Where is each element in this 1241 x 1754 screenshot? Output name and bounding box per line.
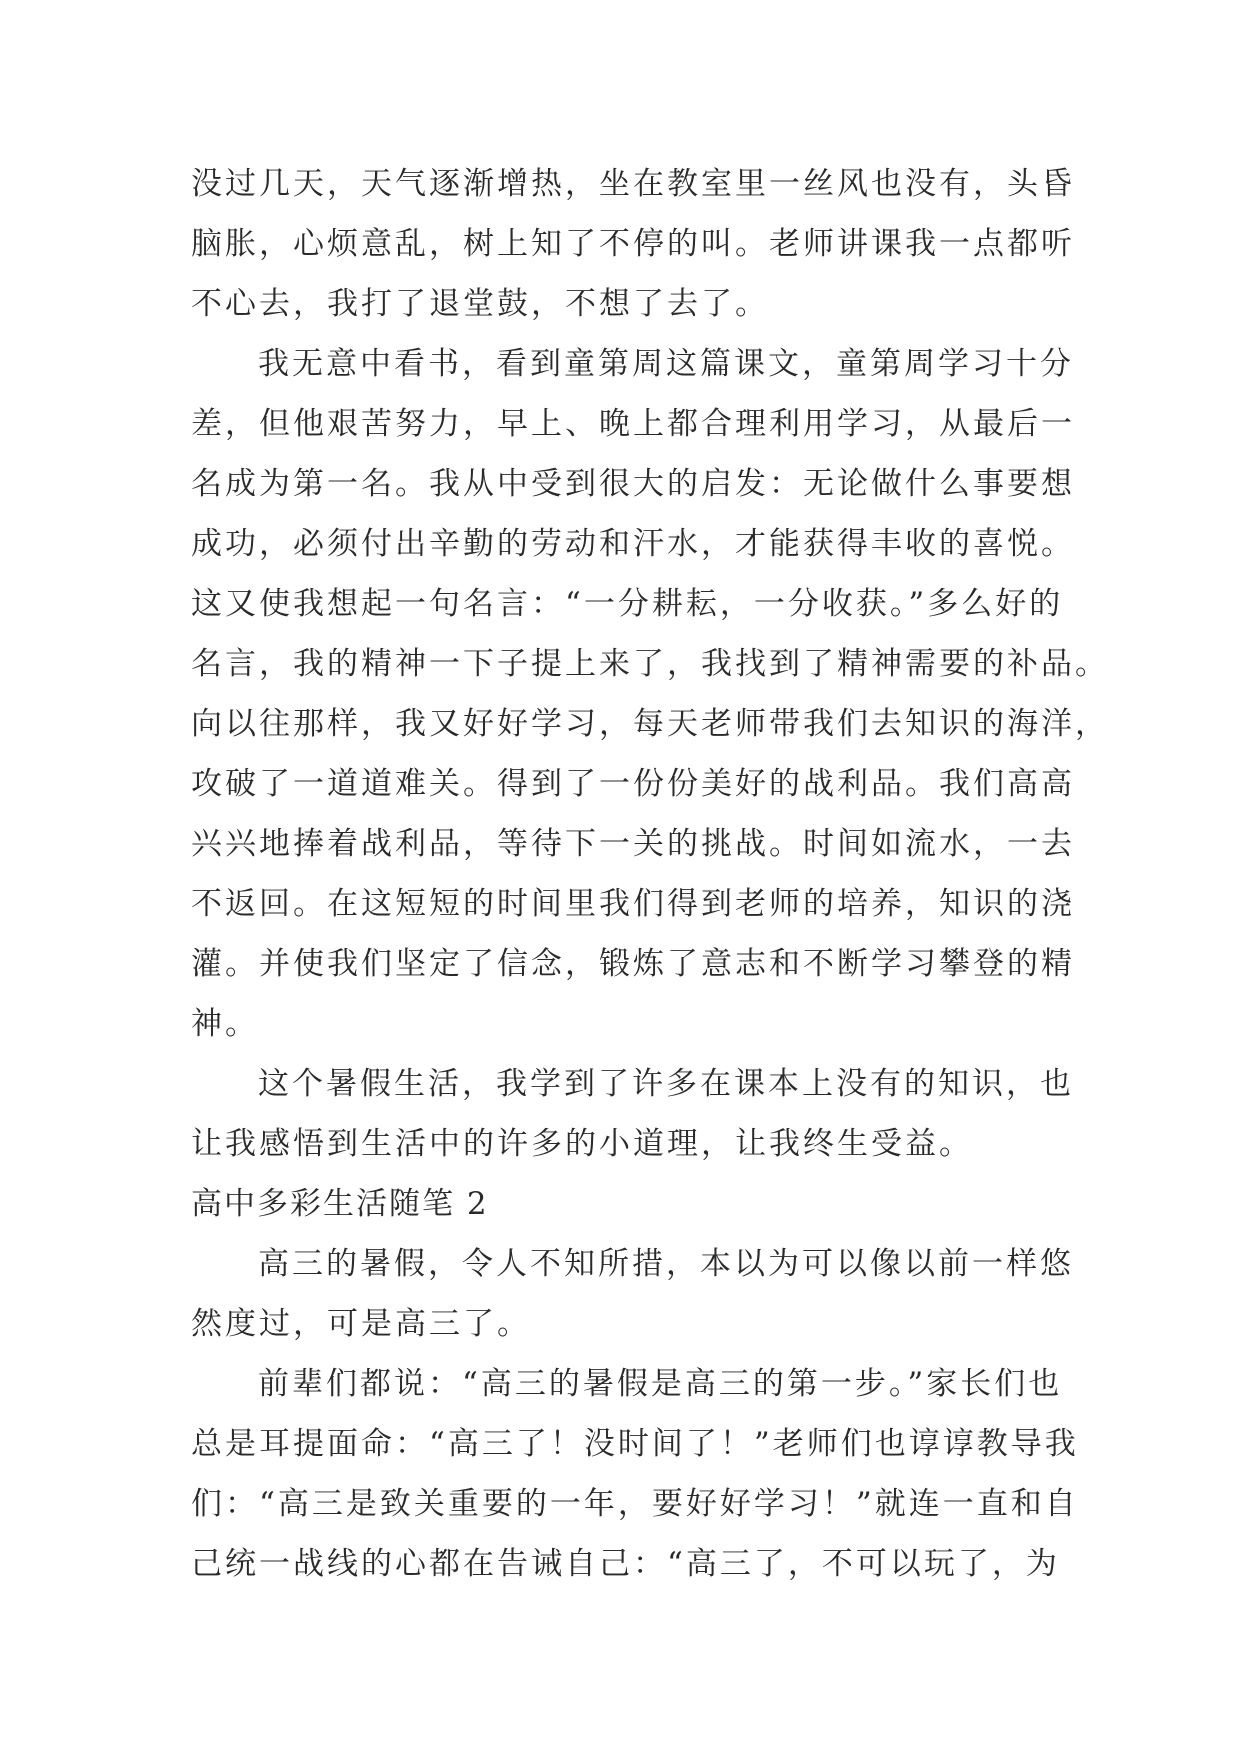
text-line: 神。 bbox=[191, 1006, 259, 1042]
heading-text: 高中多彩生活随笔 2 bbox=[191, 1186, 489, 1222]
text-line: 向以往那样，我又好好学习，每天老师带我们去知识的海洋， bbox=[191, 706, 1109, 742]
document-page bbox=[191, 154, 1109, 1594]
text-line: 差，但他艰苦努力，早上、晚上都合理利用学习，从最后一 bbox=[191, 406, 1075, 442]
paragraph-3 bbox=[191, 1054, 1074, 1174]
text-line: 名言，我的精神一下子提上来了，我找到了精神需要的补品。 bbox=[191, 646, 1109, 682]
paragraph-1 bbox=[191, 154, 1075, 334]
text-line: 让我感悟到生活中的许多的小道理，让我终生受益。 bbox=[191, 1126, 973, 1162]
section-heading bbox=[191, 1174, 1071, 1234]
text-line: 我无意中看书，看到童第周这篇课文，童第周学习十分 bbox=[258, 346, 1074, 382]
text-line: 高三的暑假，令人不知所措，本以为可以像以前一样悠 bbox=[258, 1246, 1074, 1282]
text-line: 这个暑假生活，我学到了许多在课本上没有的知识，也 bbox=[258, 1066, 1074, 1102]
text-line: 总是耳提面命：“高三了！没时间了！”老师们也谆谆教导我 bbox=[191, 1426, 1079, 1462]
paragraph-4 bbox=[191, 1234, 1074, 1354]
text-line: 们：“高三是致关重要的一年，要好好学习！”就连一直和自 bbox=[191, 1486, 1079, 1522]
text-line: 然度过，可是高三了。 bbox=[191, 1306, 531, 1342]
paragraph-2 bbox=[191, 334, 1109, 1054]
text-line: 不返回。在这短短的时间里我们得到老师的培养，知识的浇 bbox=[191, 886, 1075, 922]
text-line: 不心去，我打了退堂鼓，不想了去了。 bbox=[191, 286, 769, 322]
text-line: 前辈们都说：“高三的暑假是高三的第一步。”家长们也 bbox=[258, 1366, 1063, 1402]
text-line: 名成为第一名。我从中受到很大的启发：无论做什么事要想 bbox=[191, 466, 1075, 502]
text-line: 脑胀，心烦意乱，树上知了不停的叫。老师讲课我一点都听 bbox=[191, 226, 1075, 262]
text-line: 这又使我想起一句名言：“一分耕耘，一分收获。”多么好的 bbox=[191, 586, 1064, 622]
paragraph-5 bbox=[191, 1354, 1079, 1594]
text-line: 灌。并使我们坚定了信念，锻炼了意志和不断学习攀登的精 bbox=[191, 946, 1075, 982]
text-line: 成功，必须付出辛勤的劳动和汗水，才能获得丰收的喜悦。 bbox=[191, 526, 1075, 562]
text-line: 攻破了一道道难关。得到了一份份美好的战利品。我们高高 bbox=[191, 766, 1075, 802]
text-line: 没过几天，天气逐渐增热，坐在教室里一丝风也没有，头昏 bbox=[191, 166, 1075, 202]
text-line: 己统一战线的心都在告诫自己：“高三了，不可以玩了，为 bbox=[191, 1546, 1060, 1582]
text-line: 兴兴地捧着战利品，等待下一关的挑战。时间如流水，一去 bbox=[191, 826, 1075, 862]
